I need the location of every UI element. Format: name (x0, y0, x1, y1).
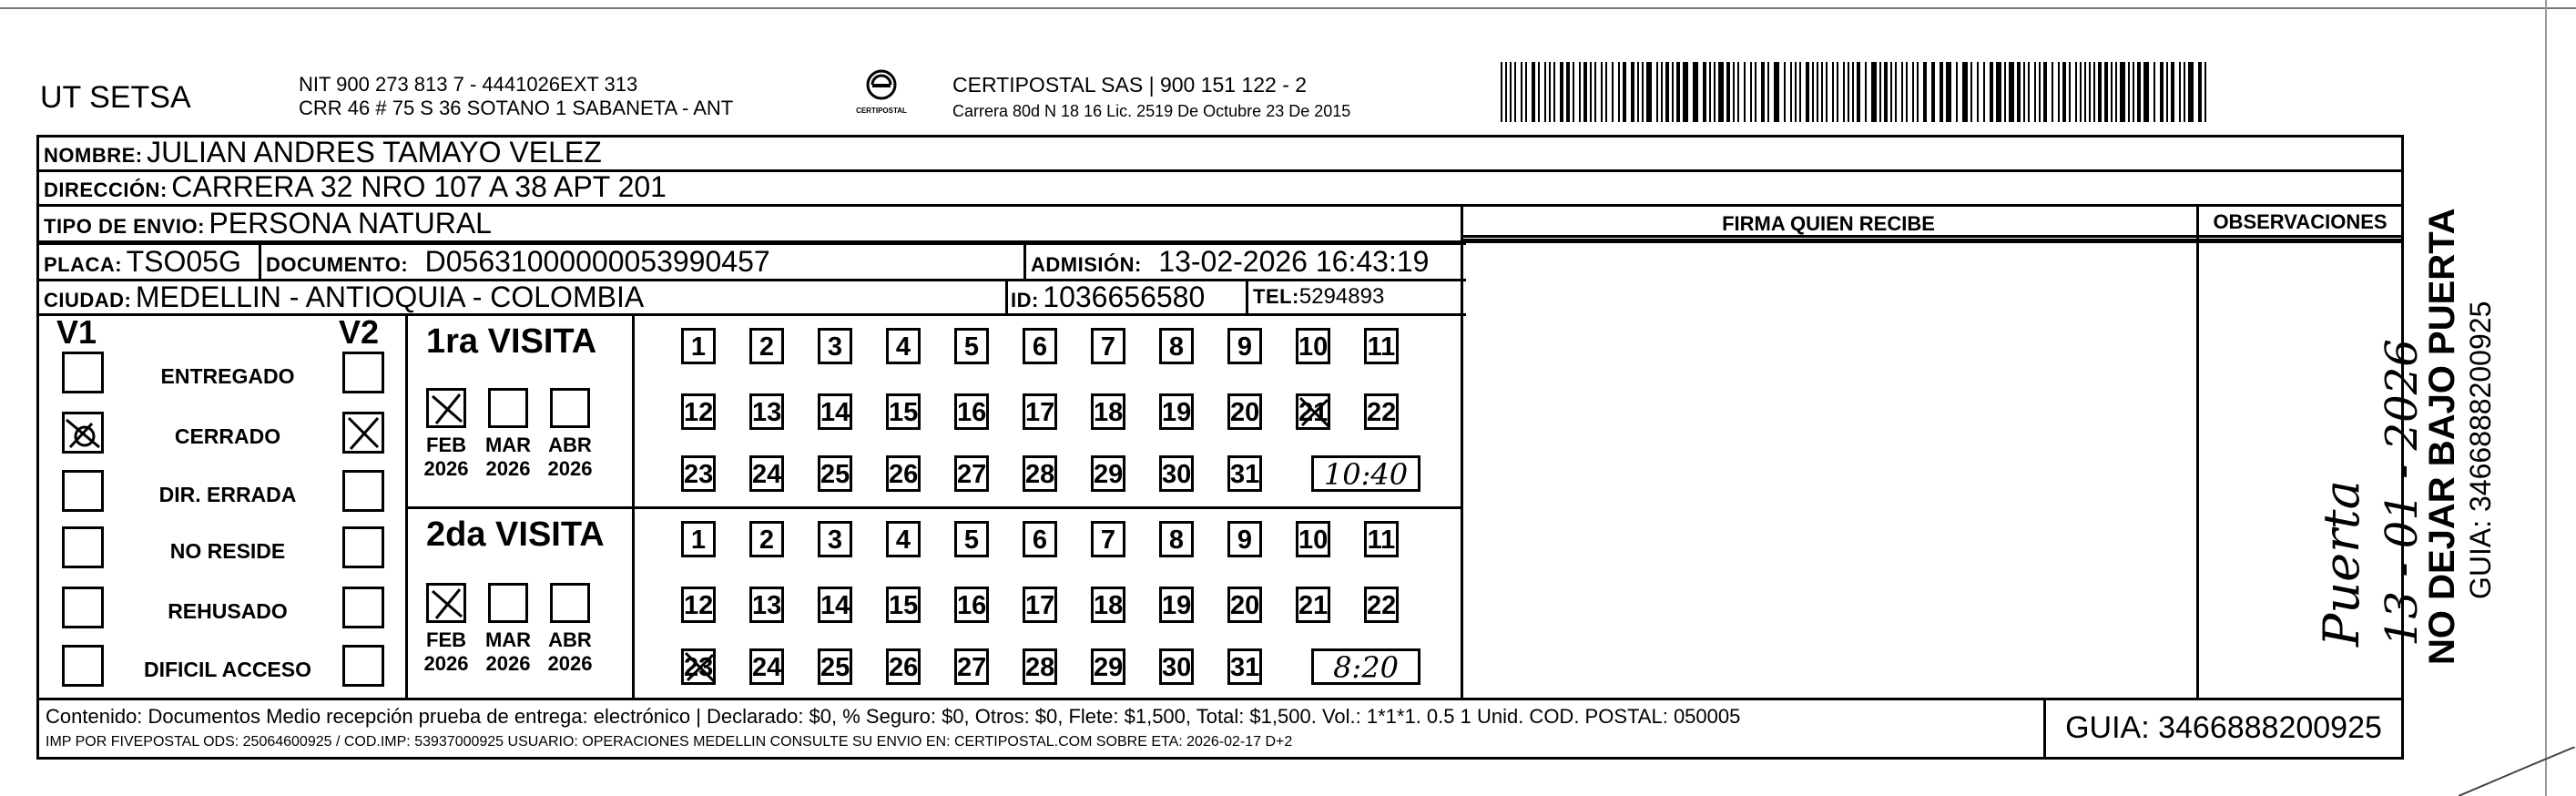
day-box[interactable] (1091, 393, 1125, 430)
x-mark-icon (429, 391, 465, 427)
v2-checkbox[interactable] (342, 352, 384, 393)
day-box[interactable] (749, 648, 784, 685)
month-label (481, 434, 535, 481)
side-guia-text: GUIA: 3466888200925 (2464, 301, 2497, 599)
day-box[interactable] (886, 587, 921, 623)
id-cell (1011, 279, 1205, 313)
day-box[interactable] (1159, 648, 1194, 685)
check-mark-icon (65, 414, 101, 451)
day-box[interactable] (681, 455, 716, 492)
day-number: 26 (889, 653, 919, 682)
day-box[interactable] (1227, 328, 1262, 364)
no-dejar-text: NO DEJAR BAJO PUERTA (2422, 208, 2462, 665)
company-name: UT SETSA (40, 80, 191, 115)
month-checkbox[interactable] (426, 583, 466, 623)
day-box[interactable] (1364, 587, 1399, 623)
day-box[interactable] (954, 521, 989, 557)
barcode (1501, 62, 2220, 122)
month-name: FEB (426, 434, 466, 456)
certipostal-logo-icon (863, 69, 900, 102)
day-number: 4 (895, 526, 911, 555)
day-number: 17 (1025, 591, 1055, 620)
month-checkbox[interactable] (488, 583, 528, 623)
v2-checkbox[interactable] (342, 526, 384, 568)
visit-divider (405, 506, 1463, 509)
tipo-envio-label: TIPO DE ENVIO: (44, 215, 205, 238)
obs-left-line (2196, 206, 2199, 698)
firma-header: FIRMA QUIEN RECIBE (1722, 212, 1935, 235)
month-year: 2026 (547, 457, 593, 480)
status-label: DIR. ERRADA (158, 483, 297, 506)
day-box[interactable] (1364, 328, 1399, 364)
day-number: 21 (1298, 398, 1329, 427)
v1-checkbox[interactable] (62, 470, 104, 512)
day-number: 18 (1094, 398, 1124, 427)
footer-contenido: Contenido: Documentos Medio recepción prueba de entrega: electrónico | Declarado: $0, % Seguro: $0, Otros: $0, Flete: $1,500, Total: $1,500. Vol.: 1*1*1. 0.5 1 Unid. COD. POSTAL: 050005 (46, 705, 1741, 728)
day-box[interactable] (1296, 328, 1330, 364)
day-box[interactable] (1023, 521, 1057, 557)
day-box[interactable] (749, 393, 784, 430)
footer-guia: GUIA: 3466888200925 (2065, 710, 2382, 745)
day-number: 31 (1230, 460, 1260, 489)
day-box[interactable] (1227, 455, 1262, 492)
v1-checkbox[interactable] (62, 352, 104, 393)
day-number: 28 (1025, 460, 1055, 489)
day-number: 11 (1367, 526, 1396, 555)
ciudad-label: CIUDAD: (44, 289, 132, 311)
tipo-envio-row (44, 206, 492, 240)
admision-label: ADMISIÓN: (1031, 253, 1142, 276)
day-number: 25 (820, 653, 850, 682)
id-label: ID: (1011, 289, 1039, 311)
day-number: 14 (820, 591, 850, 620)
documento-label: DOCUMENTO: (266, 253, 409, 276)
day-box[interactable] (681, 328, 716, 364)
certipostal-license: Carrera 80d N 18 16 Lic. 2519 De Octubre 23 De 2015 (952, 102, 1351, 120)
day-box[interactable] (1159, 455, 1194, 492)
tel-label: TEL: (1253, 285, 1299, 308)
month-label (543, 628, 597, 676)
day-number: 9 (1237, 526, 1253, 555)
day-box[interactable] (954, 455, 989, 492)
day-number: 7 (1100, 332, 1116, 362)
day-box[interactable] (818, 587, 852, 623)
day-box[interactable] (1091, 455, 1125, 492)
certipostal-logo-text: CERTIPOSTAL (856, 107, 907, 115)
day-number: 6 (1032, 526, 1048, 555)
month-year: 2026 (547, 652, 593, 675)
status-right-line (405, 313, 408, 698)
day-number: 23 (684, 653, 714, 682)
day-box[interactable] (681, 393, 716, 430)
day-number: 11 (1367, 332, 1396, 362)
day-number: 27 (957, 653, 987, 682)
day-box[interactable] (954, 587, 989, 623)
month-name: ABR (548, 434, 592, 456)
day-box[interactable] (681, 587, 716, 623)
day-number: 12 (684, 398, 714, 427)
month-year: 2026 (485, 652, 531, 675)
day-number: 15 (889, 398, 919, 427)
day-number: 5 (963, 332, 980, 362)
month-name: FEB (426, 628, 466, 651)
day-number: 23 (684, 460, 714, 489)
day-number: 21 (1298, 591, 1329, 620)
placa-label: PLACA: (44, 253, 123, 276)
day-box[interactable] (818, 393, 852, 430)
day-number: 5 (963, 526, 980, 555)
ciudad-cell (44, 279, 644, 313)
v1-checkbox[interactable] (62, 587, 104, 628)
tel-divider (1246, 279, 1248, 313)
day-number: 8 (1168, 332, 1185, 362)
day-box[interactable] (886, 648, 921, 685)
day-box[interactable] (1227, 393, 1262, 430)
day-box[interactable] (818, 328, 852, 364)
day-box[interactable] (886, 328, 921, 364)
day-box[interactable] (886, 521, 921, 557)
status-label: NO RESIDE (169, 539, 286, 563)
month-checkbox[interactable] (426, 388, 466, 428)
month-checkbox[interactable] (550, 583, 590, 623)
firma-left-line (1461, 206, 1463, 698)
day-number: 3 (827, 332, 843, 362)
day-number: 31 (1230, 653, 1260, 682)
month-checkbox[interactable] (550, 388, 590, 428)
nombre-row (44, 135, 602, 169)
day-box[interactable] (1296, 521, 1330, 557)
status-label: DIFICIL ACCESO (143, 658, 311, 681)
visit-time[interactable]: 8:20 (1311, 648, 1420, 685)
direccion-label: DIRECCIÓN: (44, 179, 168, 201)
admision-value: 13-02-2026 16:43:19 (1158, 245, 1430, 278)
status-label: ENTREGADO (160, 364, 295, 388)
day-number: 25 (820, 460, 850, 489)
day-box[interactable] (1023, 455, 1057, 492)
month-name: ABR (548, 628, 592, 651)
day-box[interactable] (1023, 587, 1057, 623)
day-number: 30 (1162, 460, 1192, 489)
admision-divider (1023, 242, 1026, 279)
day-number: 19 (1162, 591, 1192, 620)
day-number: 13 (752, 398, 782, 427)
month-name: MAR (484, 628, 532, 651)
tel-cell (1253, 279, 1384, 313)
v2-checkbox[interactable] (342, 645, 384, 687)
day-number: 26 (889, 460, 919, 489)
direccion-value: CARRERA 32 NRO 107 A 38 APT 201 (171, 170, 667, 203)
visit2-title: 2da VISITA (426, 515, 605, 554)
placa-value: TSO05G (126, 245, 241, 278)
day-box[interactable] (1296, 393, 1330, 430)
day-number: 4 (895, 332, 911, 362)
day-number: 8 (1168, 526, 1185, 555)
day-number: 29 (1094, 460, 1124, 489)
v1-header: V1 (56, 313, 97, 351)
day-box[interactable] (818, 521, 852, 557)
day-number: 20 (1230, 398, 1260, 427)
day-box[interactable] (1023, 328, 1057, 364)
day-number: 18 (1094, 591, 1124, 620)
day-box[interactable] (1227, 587, 1262, 623)
v1-checkbox[interactable] (62, 645, 104, 687)
nombre-value: JULIAN ANDRES TAMAYO VELEZ (147, 136, 602, 168)
month-year: 2026 (423, 652, 469, 675)
day-number: 20 (1230, 591, 1260, 620)
day-box[interactable] (681, 521, 716, 557)
month-label (481, 628, 535, 676)
day-number: 1 (690, 526, 707, 555)
observacion-handwriting-1: Puerta (2313, 480, 2370, 647)
paper-corner-fold (2459, 747, 2576, 796)
nombre-label: NOMBRE: (44, 144, 143, 167)
day-box[interactable] (1023, 648, 1057, 685)
day-number: 14 (820, 398, 850, 427)
v2-checkbox[interactable] (342, 412, 384, 454)
v2-checkbox[interactable] (342, 587, 384, 628)
day-number: 15 (889, 591, 919, 620)
day-box[interactable] (1159, 521, 1194, 557)
placa-cell (44, 244, 241, 279)
day-number: 29 (1094, 653, 1124, 682)
day-number: 27 (957, 460, 987, 489)
day-number: 9 (1237, 332, 1253, 362)
day-number: 30 (1162, 653, 1192, 682)
certipostal-info: CERTIPOSTAL SAS | 900 151 122 - 2 (952, 73, 1308, 97)
ciudad-value: MEDELLIN - ANTIOQUIA - COLOMBIA (135, 281, 645, 313)
paper-right-edge (2545, 0, 2547, 796)
day-box[interactable] (886, 393, 921, 430)
day-number: 10 (1298, 332, 1329, 362)
day-number: 3 (827, 526, 843, 555)
day-box[interactable] (1091, 521, 1125, 557)
day-box[interactable] (749, 521, 784, 557)
day-number: 10 (1298, 526, 1329, 555)
day-cross-mark-icon (1297, 394, 1333, 431)
day-box[interactable] (1159, 393, 1194, 430)
day-number: 1 (690, 332, 707, 362)
observacion-handwriting-2: 13 - 01 - 2026 (2377, 339, 2428, 647)
day-number: 24 (752, 460, 782, 489)
observaciones-header: OBSERVACIONES (2213, 210, 2388, 233)
admision-cell (1031, 244, 1429, 279)
certipostal-logo (856, 69, 907, 115)
day-number: 22 (1367, 398, 1397, 427)
day-box[interactable] (1364, 521, 1399, 557)
day-number: 7 (1100, 526, 1116, 555)
day-box[interactable] (1091, 648, 1125, 685)
documento-cell (266, 244, 770, 279)
day-box[interactable] (886, 455, 921, 492)
day-box[interactable] (818, 648, 852, 685)
day-number: 13 (752, 591, 782, 620)
month-label (543, 434, 597, 481)
day-box[interactable] (1091, 587, 1125, 623)
footer-guia-divider (2043, 698, 2046, 760)
day-number: 2 (759, 526, 775, 555)
day-box[interactable] (1159, 328, 1194, 364)
day-box[interactable] (1296, 587, 1330, 623)
day-box[interactable] (1023, 393, 1057, 430)
tipo-envio-value: PERSONA NATURAL (209, 207, 492, 240)
day-box[interactable] (1364, 393, 1399, 430)
v1-checkbox[interactable] (62, 526, 104, 568)
frame-left (36, 135, 39, 760)
day-number: 16 (957, 591, 987, 620)
paper-top-edge (0, 7, 2576, 9)
v2-header: V2 (339, 313, 380, 351)
status-label: REHUSADO (168, 599, 288, 623)
day-box[interactable] (954, 328, 989, 364)
day-number: 16 (957, 398, 987, 427)
documento-value: D05631000000053990457 (424, 245, 770, 278)
status-label: CERRADO (174, 424, 281, 448)
day-box[interactable] (1227, 521, 1262, 557)
direccion-row (44, 169, 667, 204)
id-divider (1005, 279, 1008, 313)
day-number: 2 (759, 332, 775, 362)
month-year: 2026 (485, 457, 531, 480)
month-name: MAR (484, 434, 532, 456)
day-box[interactable] (954, 648, 989, 685)
day-number: 12 (684, 591, 714, 620)
month-year: 2026 (423, 457, 469, 480)
month-label (419, 434, 473, 481)
day-box[interactable] (1091, 328, 1125, 364)
day-box[interactable] (1159, 587, 1194, 623)
visit-time[interactable]: 10:40 (1311, 455, 1420, 492)
day-number: 17 (1025, 398, 1055, 427)
day-number: 22 (1367, 591, 1397, 620)
day-box[interactable] (749, 328, 784, 364)
id-value: 1036656580 (1043, 281, 1206, 313)
month-checkbox[interactable] (488, 388, 528, 428)
row-line-5 (36, 313, 1466, 316)
placa-divider (259, 242, 261, 279)
day-box[interactable] (681, 648, 716, 685)
x-mark-icon (429, 586, 465, 622)
day-number: 19 (1162, 398, 1192, 427)
day-number: 24 (752, 653, 782, 682)
footer-imp: IMP POR FIVEPOSTAL ODS: 25064600925 / COD.IMP: 53937000925 USUARIO: OPERACIONES MEDELLIN CONSULTE SU ENVIO EN: CERTIPOSTAL.COM SOBRE ETA: 2026-02-17 D+2 (46, 734, 1293, 750)
day-cross-mark-icon (682, 649, 718, 686)
day-number: 28 (1025, 653, 1055, 682)
day-box[interactable] (749, 587, 784, 623)
day-box[interactable] (1227, 648, 1262, 685)
company-nit: NIT 900 273 813 7 - 4441026EXT 313 (299, 73, 638, 96)
month-label (419, 628, 473, 676)
day-box[interactable] (818, 455, 852, 492)
visit-months-right-line (632, 313, 635, 698)
day-box[interactable] (749, 455, 784, 492)
day-number: 6 (1032, 332, 1048, 362)
v1-checkbox[interactable] (62, 412, 104, 454)
visit1-title: 1ra VISITA (426, 322, 597, 361)
day-box[interactable] (954, 393, 989, 430)
x-mark-icon (345, 414, 382, 451)
v2-checkbox[interactable] (342, 470, 384, 512)
tel-value: 5294893 (1298, 284, 1385, 309)
company-address: CRR 46 # 75 S 36 SOTANO 1 SABANETA - ANT (299, 97, 734, 119)
